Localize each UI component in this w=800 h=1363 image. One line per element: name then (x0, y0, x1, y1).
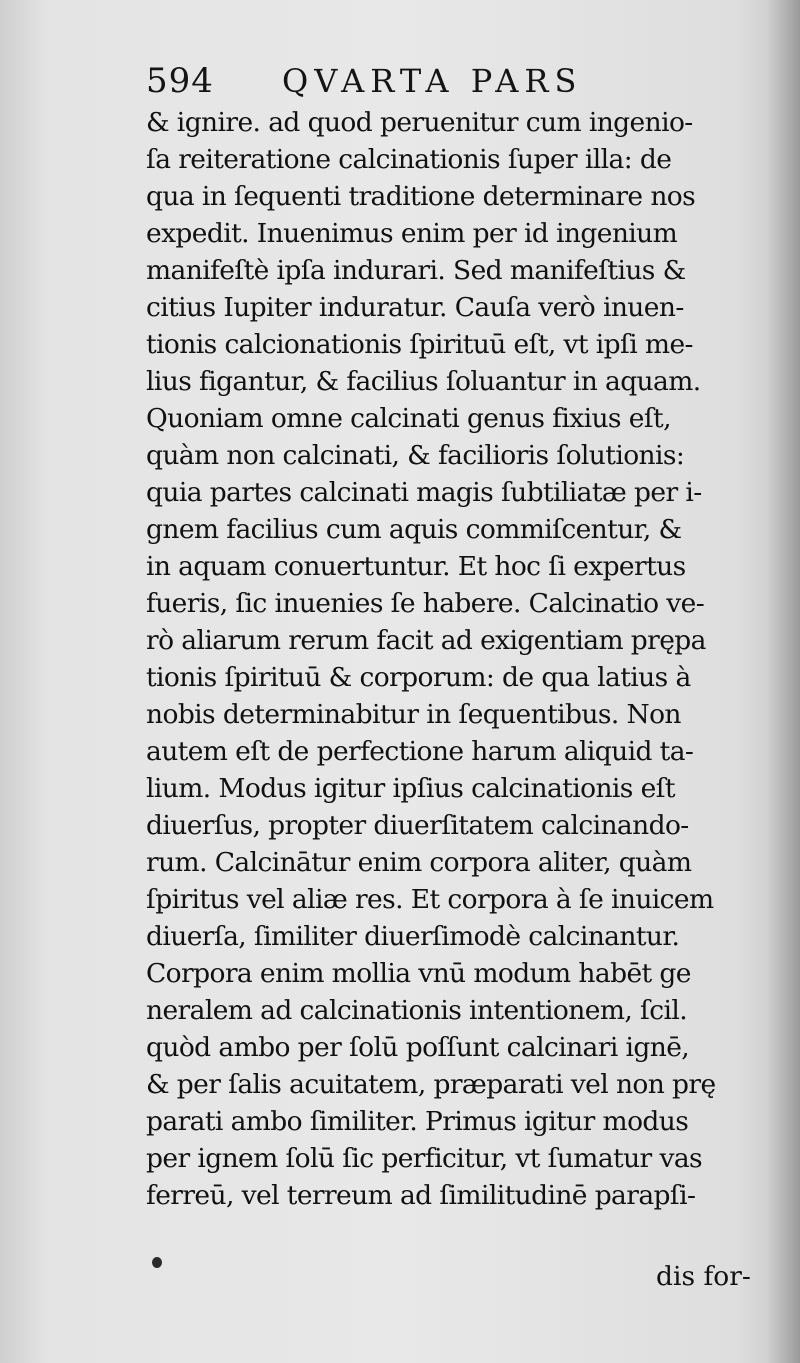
text-line: & per ſalis acuitatem, præparati vel non prę (146, 1069, 716, 1100)
text-line: ſpiritus vel aliæ res. Et corpora à ſe inuicem (146, 884, 714, 915)
page-edge-shadow (766, 0, 800, 1363)
text-line: nobis determinabitur in ſequentibus. Non (146, 699, 681, 730)
text-line: parati ambo ſimiliter. Primus igitur modus (146, 1106, 689, 1137)
page-number: 594 (146, 61, 214, 101)
text-line: tionis ſpirituū & corporum: de qua latius à (146, 662, 691, 693)
running-head (146, 58, 686, 104)
text-line: diuerſa, ſimiliter diuerſimodè calcinantur. (146, 921, 680, 952)
text-line: lius figantur, & facilius ſoluantur in aquam. (146, 366, 701, 397)
text-line: tionis calcionationis ſpirituū eſt, vt ipſi me- (146, 329, 693, 360)
text-line: manifeſtè ipſa indurari. Sed manifeſtius & (146, 255, 686, 286)
text-line: rò aliarum rerum facit ad exigentiam prępa (146, 625, 706, 656)
text-line: diuerſus, propter diuerſitatem calcinando- (146, 810, 689, 841)
text-line: neralem ad calcinationis intentionem, ſcil. (146, 995, 688, 1026)
text-line: ſa reiteratione calcinationis ſuper illa: de (146, 144, 672, 175)
text-line: Corpora enim mollia vnū modum habēt ge (146, 958, 691, 989)
ink-blot (152, 1257, 162, 1268)
text-line: quàm non calcinati, & facilioris ſolutionis: (146, 440, 685, 471)
text-line: gnem facilius cum aquis commiſcentur, & (146, 514, 682, 545)
text-line: per ignem ſolū ſic perficitur, vt ſumatur vas (146, 1143, 703, 1174)
body-text (146, 104, 766, 1214)
text-line: quòd ambo per ſolū poſſunt calcinari ignē, (146, 1032, 690, 1063)
text-line: quia partes calcinati magis ſubtiliatæ per i- (146, 477, 702, 508)
text-line: & ignire. ad quod peruenitur cum ingenio- (146, 107, 693, 138)
running-title: QVARTA PARS (282, 62, 583, 100)
text-line: autem eſt de perfectione harum aliquid ta- (146, 736, 694, 767)
text-line: qua in ſequenti traditione determinare nos (146, 181, 696, 212)
text-line: citius Iupiter induratur. Cauſa verò inuen- (146, 292, 684, 323)
text-line: lium. Modus igitur ipſius calcinationis eſt (146, 773, 675, 804)
text-line: expedit. Inuenimus enim per id ingenium (146, 218, 678, 249)
text-line: fueris, ſic inuenies ſe habere. Calcinatio ve- (146, 588, 705, 619)
text-line: in aquam conuertuntur. Et hoc ſi expertus (146, 551, 686, 582)
text-line: ferreū, vel terreum ad ſimilitudinē parapſi- (146, 1180, 696, 1211)
text-line: rum. Calcinātur enim corpora aliter, quàm (146, 847, 692, 878)
text-line: Quoniam omne calcinati genus fixius eſt, (146, 403, 671, 434)
catchword: dis for- (656, 1261, 751, 1292)
